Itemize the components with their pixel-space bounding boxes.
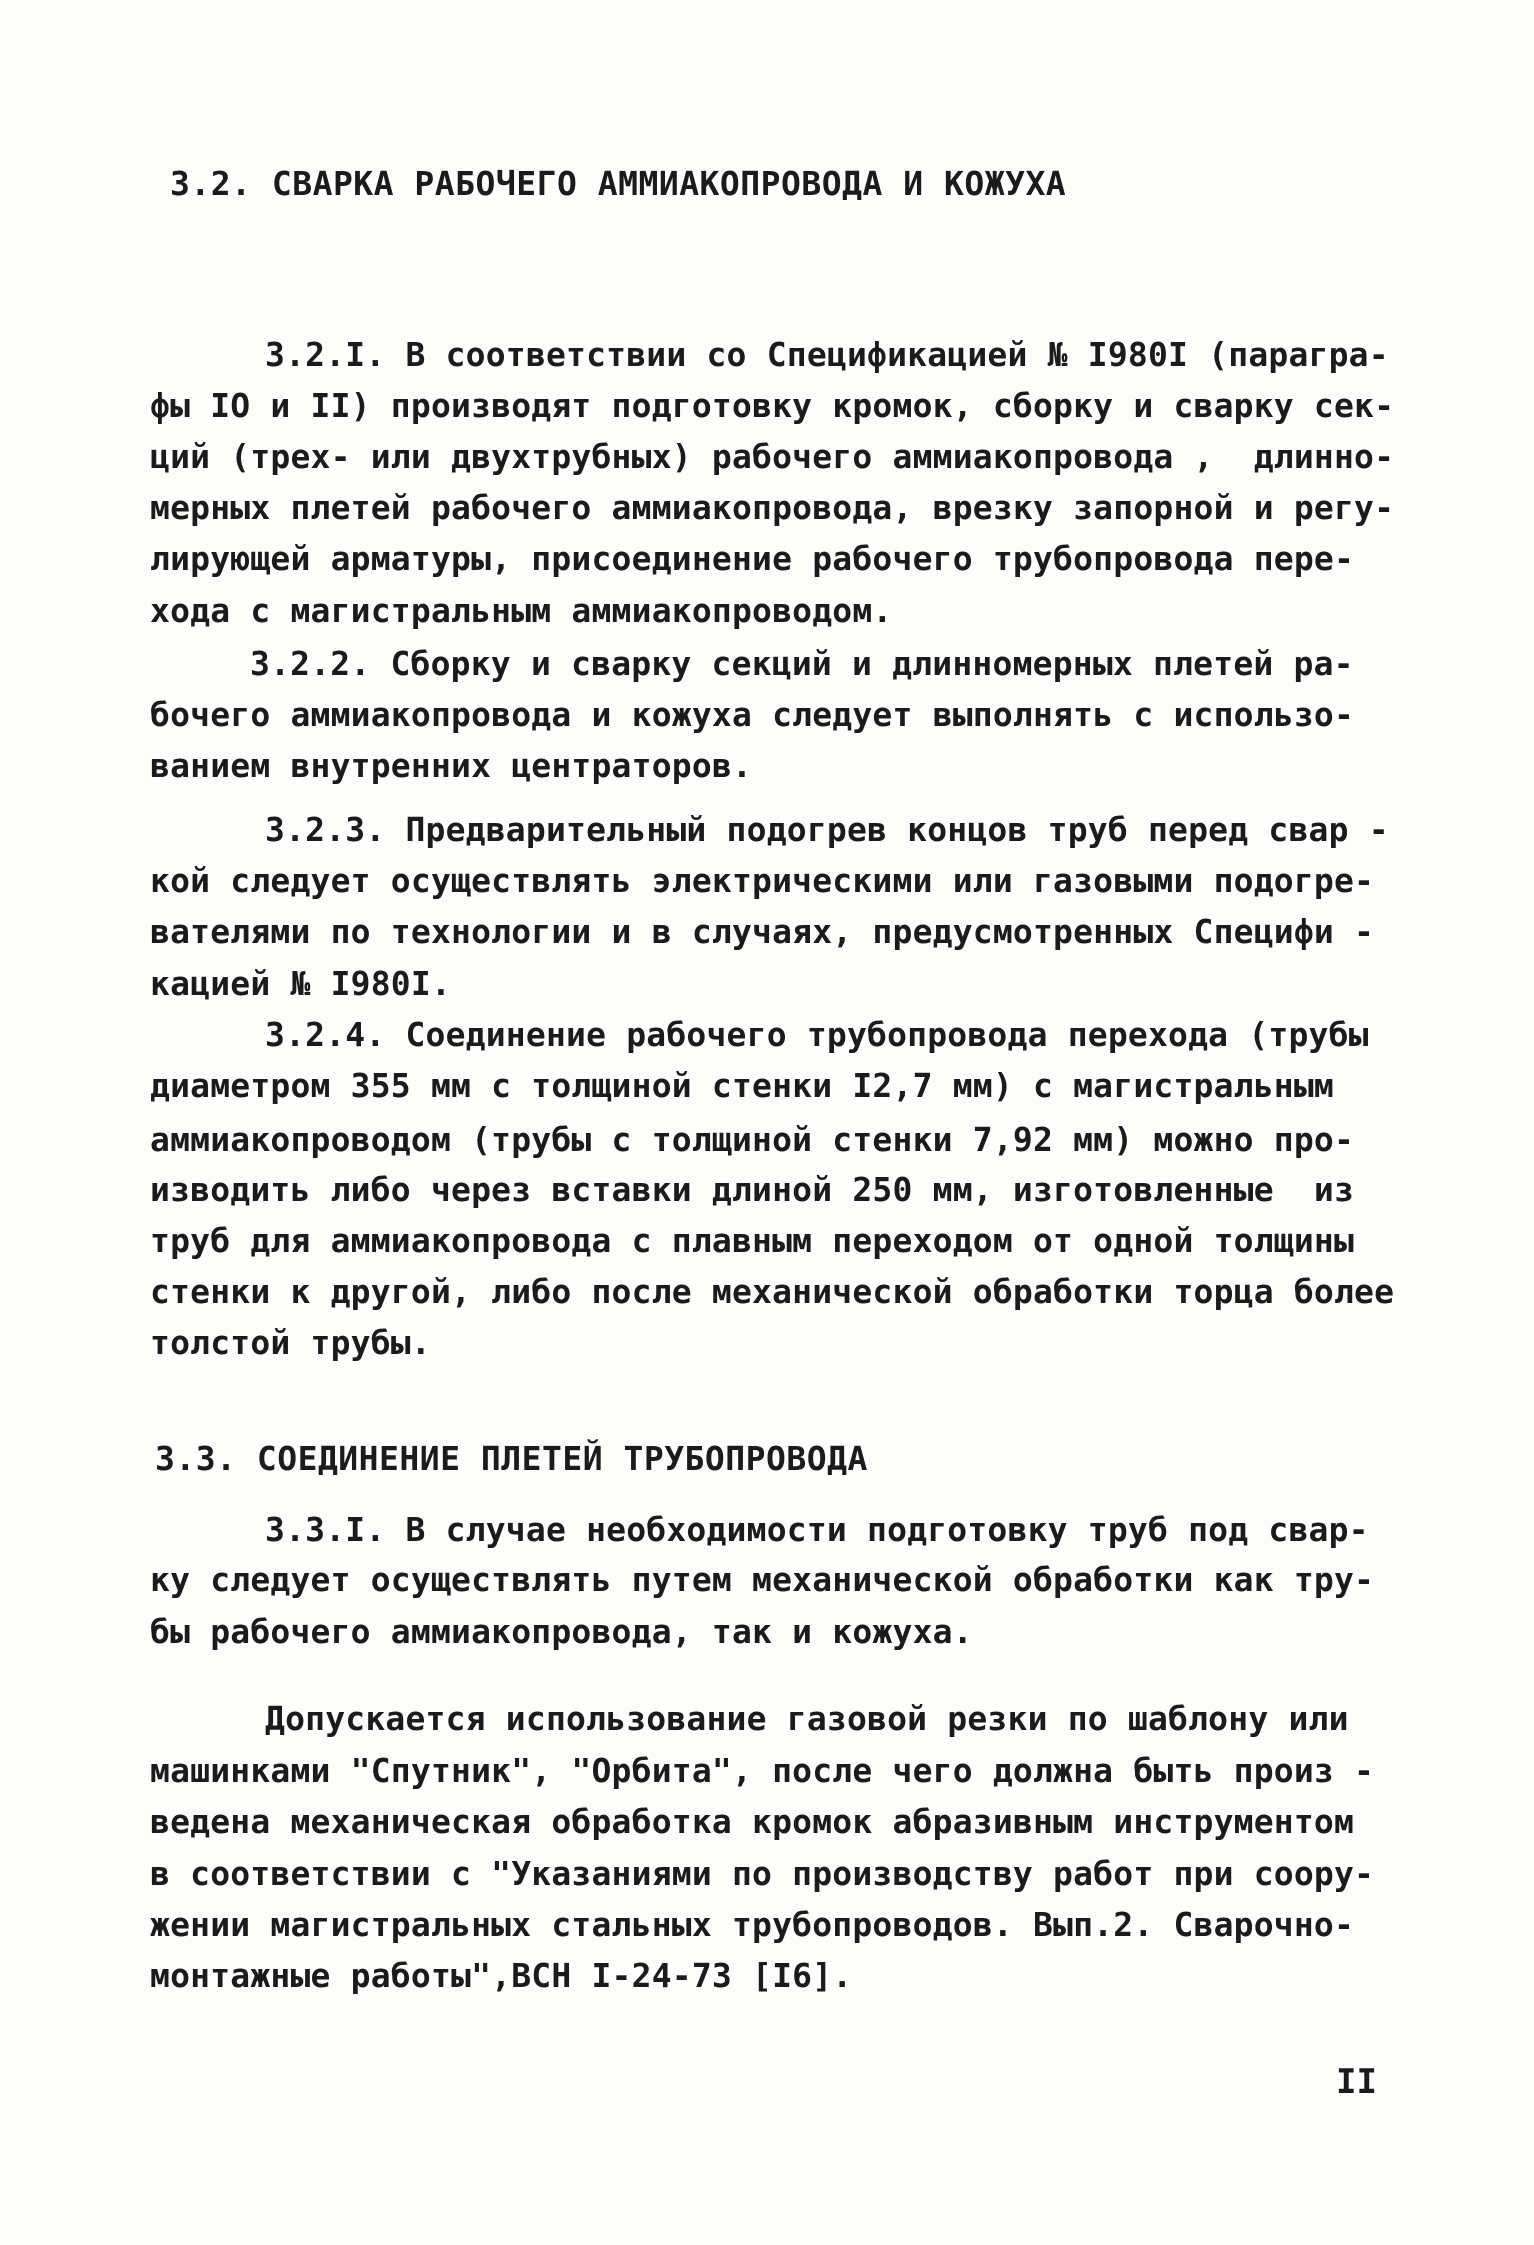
text-line: хода с магистральным аммиакопроводом.: [150, 591, 893, 630]
text-line: 3.2.3. Предварительный подогрев концов труб перед свар -: [265, 810, 1389, 849]
text-line: диаметром 355 мм с толщиной стенки I2,7 мм) с магистральным: [150, 1066, 1334, 1105]
section-heading: 3.2. СВАРКА РАБОЧЕГО АММИАКОПРОВОДА И КОЖУХА: [170, 164, 1067, 203]
text-line: жении магистральных стальных трубопроводов. Вып.2. Сварочно-: [150, 1905, 1355, 1944]
text-line: бы рабочего аммиакопровода, так и кожуха.: [150, 1612, 973, 1651]
text-line: кой следует осуществлять электрическими или газовыми подогре-: [150, 861, 1375, 900]
text-line: труб для аммиакопровода с плавным переходом от одной толщины: [150, 1221, 1355, 1260]
text-line: лирующей арматуры, присоединение рабочего трубопровода пере-: [150, 539, 1355, 578]
text-line: изводить либо через вставки длиной 250 мм, изготовленные из: [150, 1170, 1355, 1209]
text-line: 3.2.2. Сборку и сварку секций и длинномерных плетей ра-: [250, 644, 1354, 683]
page-number: II: [1336, 2062, 1377, 2102]
text-line: толстой трубы.: [150, 1323, 431, 1362]
text-line: ций (трех- или двухтрубных) рабочего аммиакопровода , длинно-: [150, 437, 1395, 476]
text-line: ку следует осуществлять путем механической обработки как тру-: [150, 1560, 1375, 1599]
text-line: монтажные работы",ВСН I-24-73 [I6].: [150, 1956, 853, 1995]
text-line: вателями по технологии и в случаях, предусмотренных Специфи -: [150, 912, 1375, 951]
text-line: мерных плетей рабочего аммиакопровода, врезку запорной и регу-: [150, 488, 1395, 527]
text-line: бочего аммиакопровода и кожуха следует выполнять с использо-: [150, 695, 1355, 734]
text-line: стенки к другой, либо после механической обработки торца более: [150, 1272, 1395, 1311]
text-line: в соответствии с "Указаниями по производству работ при соору-: [150, 1854, 1375, 1893]
section-heading: 3.3. СОЕДИНЕНИЕ ПЛЕТЕЙ ТРУБОПРОВОДА: [155, 1439, 868, 1478]
text-line: машинками "Спутник", "Орбита", после чего должна быть произ -: [150, 1751, 1375, 1790]
text-line: 3.2.I. В соответствии со Спецификацией № I980I (парагра-: [265, 335, 1389, 374]
text-line: 3.3.I. В случае необходимости подготовку труб под свар-: [265, 1510, 1369, 1549]
text-line: 3.2.4. Соединение рабочего трубопровода перехода (трубы: [265, 1015, 1369, 1054]
text-line: кацией № I980I.: [150, 964, 452, 1003]
text-line: ванием внутренних центраторов.: [150, 746, 753, 785]
text-line: ведена механическая обработка кромок абразивным инструментом: [150, 1802, 1355, 1841]
text-line: фы IO и II) производят подготовку кромок, сборку и сварку сек-: [150, 386, 1395, 425]
text-line: Допускается использование газовой резки по шаблону или: [265, 1699, 1349, 1738]
text-line: аммиакопроводом (трубы с толщиной стенки 7,92 мм) можно про-: [150, 1120, 1355, 1159]
